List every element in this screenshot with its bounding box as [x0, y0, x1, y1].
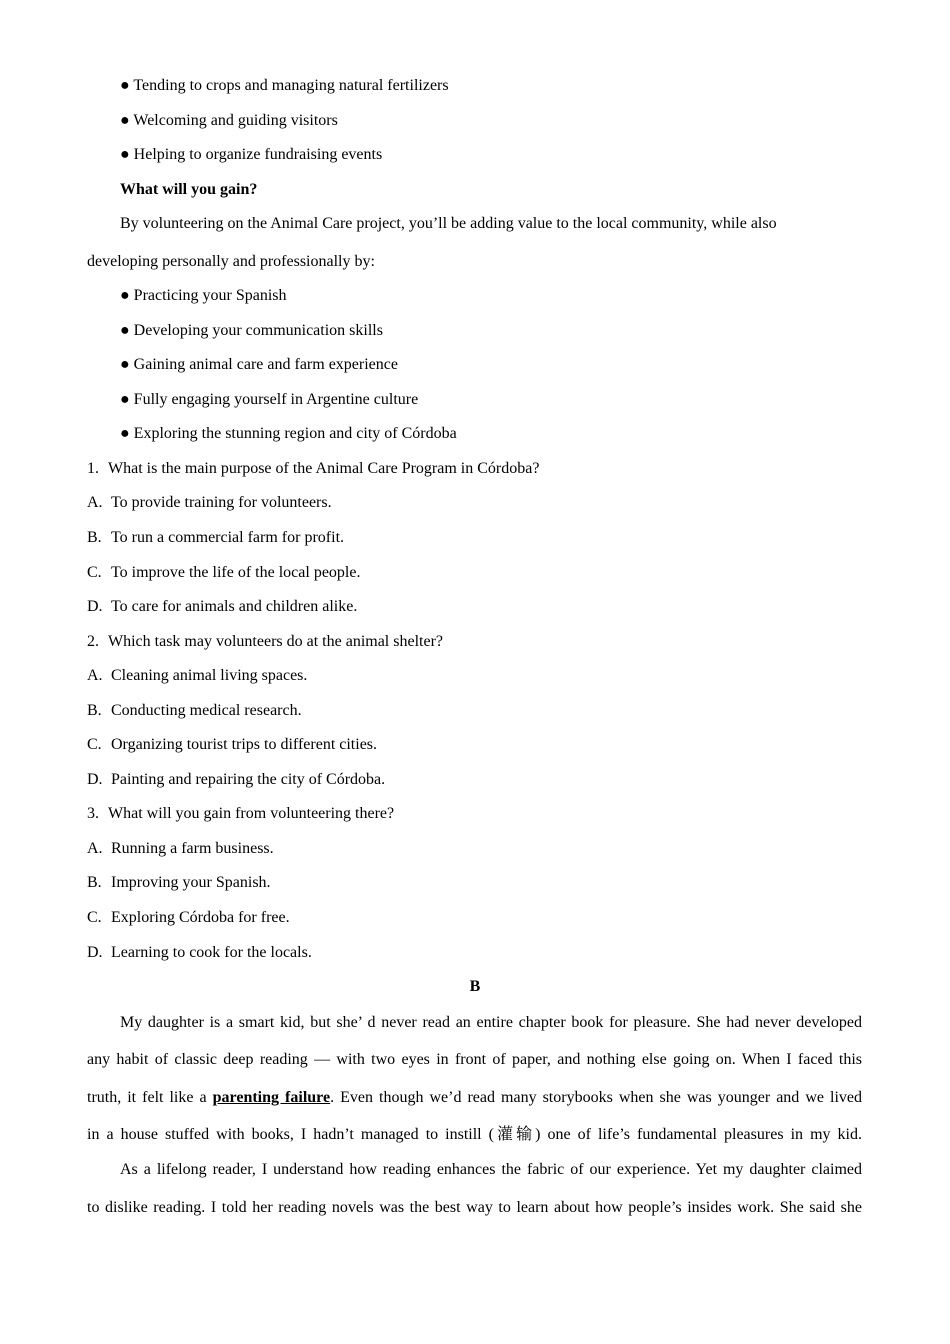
option-text: Learning to cook for the locals. — [111, 944, 312, 961]
option-letter: A. — [87, 840, 103, 857]
option-letter: C. — [87, 564, 102, 581]
option-text: Cleaning animal living spaces. — [111, 667, 308, 684]
section-b-heading: B — [469, 978, 481, 995]
passage-b-p1-line-3 — [87, 1088, 862, 1108]
option-letter: C. — [87, 909, 102, 926]
line-text-start: truth, it felt like a — [87, 1089, 213, 1106]
q2-option-c — [87, 735, 377, 755]
passage-b-p1-line-4: in a house stuffed with books, I hadn’t managed to instill (灌输) one of life’s fundamental pleasures in my kid. — [87, 1126, 862, 1143]
passage-b-p2-line-1: As a lifelong reader, I understand how reading enhances the fabric of our experience. Yet my daughter claimed — [120, 1161, 862, 1178]
q1-option-a — [87, 493, 332, 513]
line-text-end: . Even though we’d read many storybooks when she was younger and we lived — [330, 1089, 863, 1106]
option-letter: D. — [87, 771, 103, 788]
q3-option-d — [87, 943, 312, 963]
passage-b-p1-line-1: My daughter is a smart kid, but she’ d never read an entire chapter book for pleasure. She had never developed — [120, 1014, 862, 1031]
q3-option-a — [87, 839, 274, 859]
gain-bullet-2: ● Developing your communication skills — [120, 322, 383, 339]
question-number: 1. — [87, 460, 99, 477]
option-text: To improve the life of the local people. — [111, 564, 361, 581]
q2-option-b — [87, 701, 302, 721]
passage-b-p2-line-2: to dislike reading. I told her reading novels was the best way to learn about how people’s insides work. She said she — [87, 1199, 862, 1216]
q3-option-b — [87, 873, 271, 893]
option-text: To run a commercial farm for profit. — [111, 529, 345, 546]
gain-bullet-1: ● Practicing your Spanish — [120, 287, 287, 304]
gain-bullet-5: ● Exploring the stunning region and city of Córdoba — [120, 425, 457, 442]
question-3 — [87, 804, 394, 824]
option-text: To care for animals and children alike. — [111, 598, 358, 615]
option-letter: A. — [87, 667, 103, 684]
gain-intro-line-2: developing personally and professionally by: — [87, 253, 375, 270]
passage-b-p1-line-2: any habit of classic deep reading — with two eyes in front of paper, and nothing else going on. When I faced this — [87, 1051, 862, 1068]
gain-bullet-3: ● Gaining animal care and farm experience — [120, 356, 398, 373]
underlined-phrase: parenting failure — [212, 1089, 331, 1106]
q1-option-b — [87, 528, 344, 548]
option-text: Painting and repairing the city of Córdoba. — [111, 771, 386, 788]
q2-option-d — [87, 770, 385, 790]
option-letter: B. — [87, 874, 102, 891]
option-letter: D. — [87, 598, 103, 615]
q2-option-a — [87, 666, 307, 686]
duty-bullet-1: ● Tending to crops and managing natural fertilizers — [120, 77, 449, 94]
question-1 — [87, 459, 539, 479]
option-text: To provide training for volunteers. — [111, 494, 332, 511]
q3-option-c — [87, 908, 290, 928]
duty-bullet-2: ● Welcoming and guiding visitors — [120, 112, 338, 129]
q1-option-d — [87, 597, 357, 617]
option-letter: C. — [87, 736, 102, 753]
option-letter: D. — [87, 944, 103, 961]
option-letter: A. — [87, 494, 103, 511]
gain-intro-line-1: By volunteering on the Animal Care project, you’ll be adding value to the local community, while also — [120, 215, 777, 232]
option-letter: B. — [87, 702, 102, 719]
duty-bullet-3: ● Helping to organize fundraising events — [120, 146, 383, 163]
gain-bullet-4: ● Fully engaging yourself in Argentine culture — [120, 391, 419, 408]
question-number: 2. — [87, 633, 99, 650]
question-text: What is the main purpose of the Animal Care Program in Córdoba? — [108, 460, 540, 477]
option-letter: B. — [87, 529, 102, 546]
gain-heading: What will you gain? — [120, 181, 258, 198]
option-text: Improving your Spanish. — [111, 874, 271, 891]
option-text: Running a farm business. — [111, 840, 274, 857]
question-2 — [87, 632, 443, 652]
question-text: Which task may volunteers do at the animal shelter? — [108, 633, 443, 650]
option-text: Exploring Córdoba for free. — [111, 909, 290, 926]
question-text: What will you gain from volunteering there? — [108, 805, 395, 822]
option-text: Organizing tourist trips to different cities. — [111, 736, 378, 753]
q1-option-c — [87, 563, 360, 583]
question-number: 3. — [87, 805, 99, 822]
option-text: Conducting medical research. — [111, 702, 302, 719]
